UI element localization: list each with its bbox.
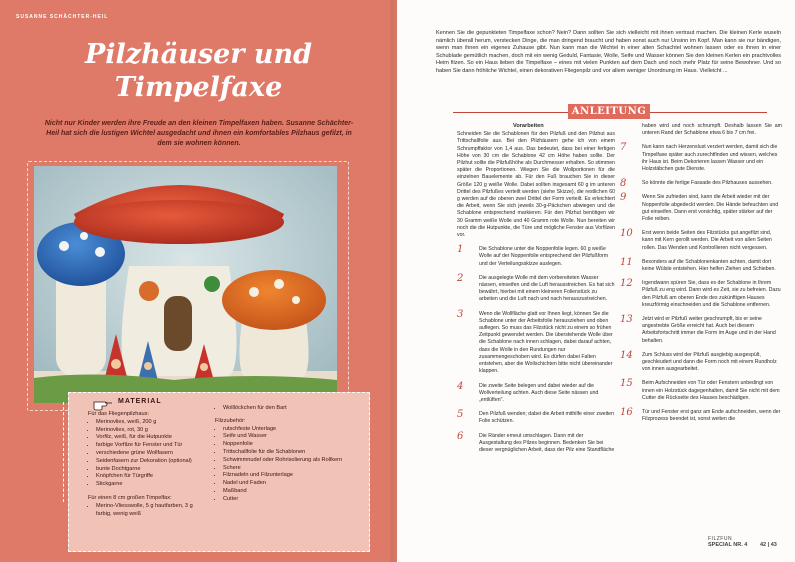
steps-list-b [620,144,782,423]
instruction-step [620,230,782,252]
tools-item: • Trittschallfolie für die Schablonen [223,449,345,457]
material-group1-list [88,419,208,489]
material-group1-title: Für das Fliegenpilzhaus: [88,411,149,417]
step-number: 13 [620,314,633,326]
tools-item: • Cutter [223,496,345,504]
step-number: 6 [457,430,464,442]
step-number: 15 [620,378,633,390]
step-number: 9 [620,192,627,204]
instruction-step [457,430,615,455]
step-text: Tür und Fenster erst ganz am Ende aufschneiden, wenn der Filzprozess beendet ist, sonst weiten die [642,409,781,423]
material-group1-item: • Merinovlies, weiß, 200 g [96,419,208,427]
step-text: Wenn die Wollfläche glatt vor Ihnen liegt, können Sie die Schablone unter der Arbeitsfolie herausziehen und oben auflegen. So muss das Filzstück nicht zu einem so frühen Zeitpunkt gewendet werden. Die überstehende Wolle über die Schablone nach innen schlagen, dabei darauf achten, dass die Wolle in den Rundungen nur zusammengeschoben wird. Es dürfen dabei Falten entstehen, aber die Wollschichten bitte nicht übereinander klappen. [479,310,613,375]
pointing-hand-icon [93,397,113,411]
step-number: 10 [620,228,633,240]
tools-item: • Seife und Wasser [223,433,345,441]
instructions-column-b [620,123,782,424]
instruction-step [620,178,782,190]
tools-title: Filzzubehör: [215,417,246,424]
material-group1-item: • Merinovlies, rot, 30 g [96,427,208,435]
step-text: Die zweite Seite belegen und dabei wieder auf die Wollverteilung achten. Auch diese Seite nässen und „entlüften". [479,382,599,403]
step-text: So könnte die fertige Fassade des Pilzhauses aussehen. [642,180,773,187]
footer-brand: FILZFUN [708,536,733,542]
step-number: 8 [620,178,627,190]
material-group1-item: • verschiedene grüne Wollfasern [96,450,208,458]
instruction-step [620,380,782,402]
step-text: Besonders auf die Schablonenkanten achten, damit dort keine Wülste entstehen. Hier helfen Ziehen und Schieben. [642,258,776,273]
step-text: Die ausgelegte Wolle mit dem vorbereiteten Wasser nässen, einseifen und die Luft herausstreichen. Es hat sich bewährt, hierbei mit einem kleineren Folienstück zu arbeiten und die Luft nach und nach herauszustreichen. [479,274,615,303]
instruction-step [620,316,782,345]
step-number: 14 [620,349,633,361]
step-text: Jetzt wird er Pilzfuß weiter geschrumpft, bis er seine angestrebte Größe erreicht hat. Auch bei diesem Arbeitsfortschritt immer die Form im Auge und in der Hand behalten. [642,316,776,344]
step-text: Die Ränder erneut umschlagen. Dann mit der Ausgestaltung des Pilzes beginnen. Bedenken Sie bei dieser vergnüglichen Arbeit, dass der Pilz eine Standfläche [479,432,615,453]
tools-item: • Maßband [223,488,345,496]
step-text: Den Pilzfuß wenden; dabei die Arbeit mithilfe einer zweiten Folie schützen. [479,411,614,425]
material-group1-item: • farbige Vorfilze für Fenster und Tür [96,442,208,450]
step-text: Die Schablone unter die Noppenfolie legen. 60 g weiße Wolle auf der Noppenfolie entsprechend der Pilzfußform und der Verteilungsskizze auslegen. [479,246,609,267]
instruction-step [620,144,782,173]
material-heading: MATERIAL [118,398,162,405]
title-line-2: Timpelfaxe [114,72,283,103]
instruction-step [620,349,782,374]
instruction-step [457,272,615,304]
step-text: Irgendwann spüren Sie, dass es der Schablone in Ihrem Pilzfuß zu eng wird. Dann wird es Zeit, sie zu befreien. Dazu den Pilzfuß am oberen Ende des zukünftigen Hauses kreuzförmig einschneiden und die Schablone entfernen. [642,280,781,308]
tools-item: • rutschfeste Unterlage [223,426,345,434]
author-name: SUSANNE SCHÄCHTER-HEIL [16,14,109,20]
material-group1-item: • Knöpfchen für Türgriffe [96,473,208,481]
vorarbeiten-text: Schneiden Sie die Schablonen für den Pilzfuß und den Pilzhut aus Trittschallfolie aus. Bei den Pilzhäusern gehe ich von einem Schrumpffaktor von 1,4 aus. Das bedeutet, dass bei einer fertigen Höhe von 30 cm die Schablone 42 cm Höhe haben sollte. Der Pilzhut sollte die Pilzfußhöhe als Durchmesser erhalten. So stimmen später die Proportionen. Wiegen Sie die Wollportionen für die einzelnen Bauelemente ab. Für den Fuß brauchen Sie in dieser Größe 120 g weiße Wolle. Dabei sollten insgesamt 60 g im unteren Drittel des Pilzfußes verteilt werden (siehe Skizze), die restlichen 60 g werden auf die oberen zwei Drittel der Form verteilt. Es erleichtert die Arbeit, wenn Sie sich jeweils 30-g-Päckchen abwiegen und die Schablone entsprechend markieren. Für den Pilzhut benötigen wir 30 Gramm weiße Wolle und 40 Gramm rote Wolle. Nun bereiten wir noch die die Hutpunkte, die Türe und mögliche Fenster aus Vorfilzen vor. [457,131,615,239]
step-number: 12 [620,278,633,290]
material-col2-top-list [215,405,345,413]
tools-item: • Schere [223,465,345,473]
instruction-step [620,256,782,273]
page-numbers: 42 | 43 [760,542,777,548]
footer-issue: SPECIAL NR. 4 [708,542,748,548]
material-group1-item: • bunte Dochtgarne [96,466,208,474]
steps-list-a [457,246,615,454]
step-text: Nun kann nach Herzenslust verziert werden, damit sich die Timpelfaxe später auch zurechtfinden und wissen, welches ihr Haus ist. Beim Dekorieren lassen Wasser und ein Holzstäbchen gute Dienste. [642,144,778,173]
tools-item: • Nadel und Faden [223,480,345,488]
step-number: 2 [457,272,464,284]
step-text: Zum Schluss wird der Pilzfuß ausgiebig ausgespült, geschleudert und dann die Form noch mit einem Rundholz von innen ausgearbeitet. [642,351,777,373]
instruction-step [620,280,782,309]
instruction-step [457,308,615,376]
material-group2-item: • Merino-Vliesswolle, 5 g hautfarben, 3 g farbig, wenig weiß [96,503,208,519]
tools-item: • Filznadeln und Filzunterlage [223,472,345,480]
step-number: 4 [457,380,464,392]
instruction-step [457,411,615,425]
mushroom-house-photo [34,166,337,403]
material-group1-item: • Seidenfasern zur Dekoration (optional) [96,458,208,466]
step-number: 11 [620,256,633,268]
step-number: 3 [457,308,464,320]
decorative-stitch [63,402,67,502]
intro-paragraph: Kennen Sie die gepunkteten Timpelfaxe schon? Nein? Dann sollten Sie sich vielleicht mit ihnen vertraut machen. Die kleinen Kerle wuseln nämlich überall herum, verstecken Dinge, die man dringend braucht und haben sonst auch nur Unsinn im Kopf. Man kann sie nur bändigen, wenn man ihnen ein eigenes Zuhause gibt. Nun kann man die Wichtel in einer alten Schachtel wohnen lassen oder es ihnen in einer Schublade gemütlich machen, doch mit ein wenig Geduld, Fantasie, Wolle, Seife und Wasser können Sie den kleinen Kerlen ein prachtvolles Heim filzen. So ein Haus lieben die Timpelfaxe – eines mit vielen Punkten auf dem Dach und noch mehr Platz für seine Bewohner. Und so haben Sie dann fröhliche Wichtel, einen dekorativen Fliegenpilz und vor allem weniger Unordnung im Haus. Vielleicht ... [436,30,781,74]
tools-item: • Schwimmnudel oder Rohrisolierung als Rollkern [223,457,345,465]
anleitung-heading: ANLEITUNG [568,104,650,119]
tools-list [215,426,345,504]
mushroom-photo-illustration [34,166,337,403]
article-intro: Nicht nur Kinder werden ihre Freude an den kleinen Timpelfaxen haben. Susanne Schächter-Heil hat sich die lustigen Wichtel ausgedacht und ihnen ein komfortables Pilzhaus gefilzt, in dem sie wohnen können. [44,120,354,147]
material-group1-item: • Vorfilz, weiß, für die Hutpunkte [96,434,208,442]
step-number: 1 [457,244,464,256]
material-group2-list [88,503,208,519]
material-column-1 [88,411,208,518]
material-column-2 [215,405,345,504]
instruction-step [620,194,782,223]
tools-item: • Noppenfolie [223,441,345,449]
article-title [0,38,397,104]
colb-lead-text: haben wird und noch schrumpft. Deshalb lassen Sie am unteren Rand der Schablone etwa 6 bis 7 cm frei. [642,123,782,137]
step-text: Beim Aufschneiden von Tür oder Fenstern unbedingt von innen ein Holzstück dagegenhalten, damit Sie nicht mit dem Cutter die Rückseite des Hauses beschädigen. [642,380,780,401]
step-text: Wenn Sie zufrieden sind, kann die Arbeit wieder mit der Noppenfolie abgedeckt werden. Die Hände befeuchten und gut einseifen. Dann erst vorsichtig, später stärker auf der Folie reiben. [642,194,779,223]
step-number: 7 [620,142,627,154]
material-group1-item: • Stickgarne [96,481,208,489]
title-line-1: Pilzhäuser und [84,39,313,70]
material-group2-title: Für einen 8 cm großen Timpelfax: [88,494,172,501]
instructions-column-a [457,123,615,454]
instruction-step [620,409,782,423]
step-number: 5 [457,409,464,421]
instruction-step [457,380,615,405]
material-col2-item: • Wolllöckchen für den Bart [223,405,345,413]
step-text: Erst wenn beide Seiten des Filzstücks gut angefilzt sind, kann mit Kern gerollt werden. Die Arbeit von allen Seiten rollen. Das Wenden und Kontrollieren nicht vergessen. [642,230,772,251]
instruction-step [457,246,615,268]
step-number: 16 [620,407,633,419]
vorarbeiten-title: Vorarbeiten [513,123,544,129]
